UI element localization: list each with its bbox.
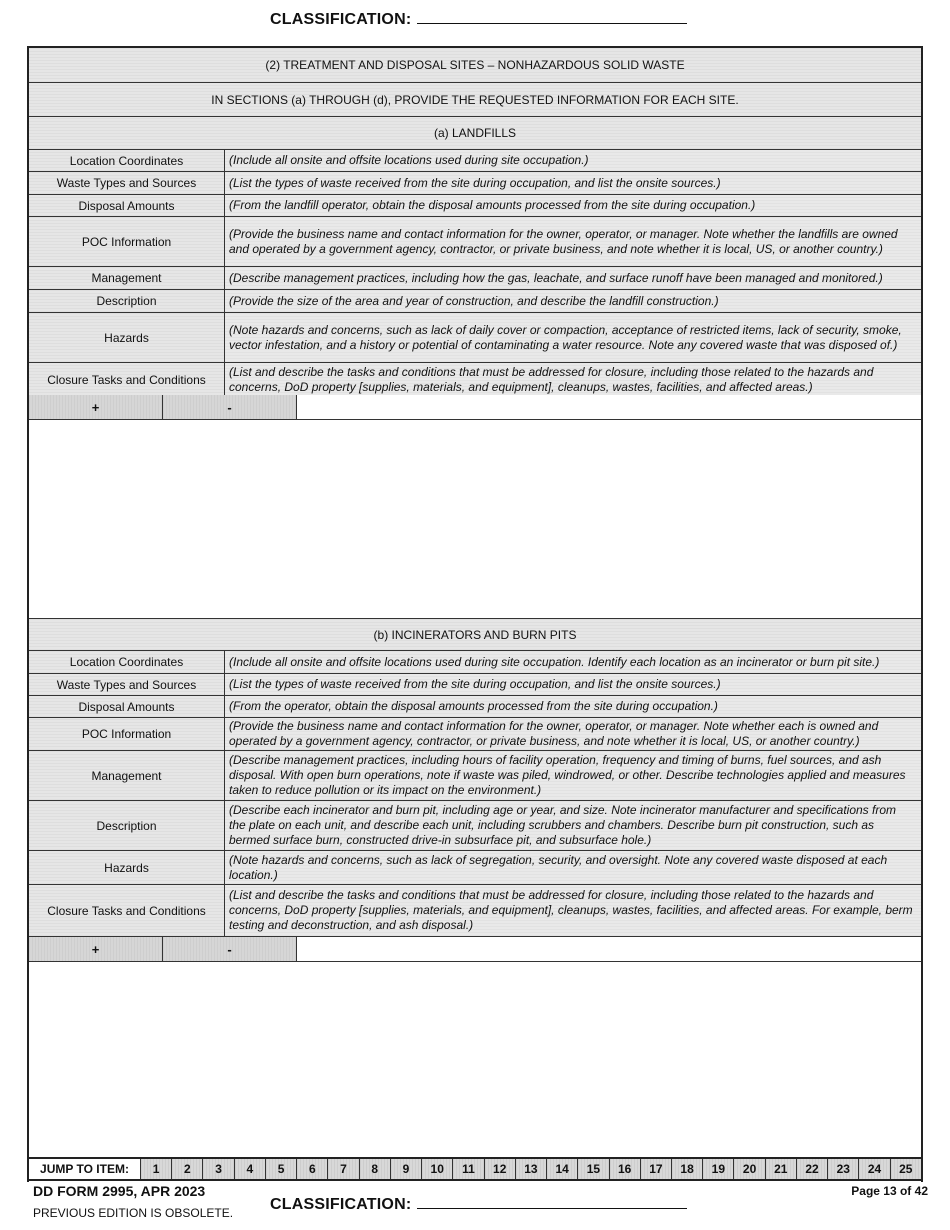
row-label: Closure Tasks and Conditions <box>29 363 225 396</box>
row-label: POC Information <box>29 718 225 750</box>
landfills-title: (a) LANDFILLS <box>29 117 921 150</box>
jump-item-12[interactable]: 12 <box>485 1159 516 1179</box>
landfills-row <box>29 195 921 217</box>
jump-item-2[interactable]: 2 <box>172 1159 203 1179</box>
row-label: Hazards <box>29 313 225 362</box>
jump-item-7[interactable]: 7 <box>328 1159 359 1179</box>
row-instructions[interactable]: (List the types of waste received from the site during occupation, and list the onsite sources.) <box>225 674 921 695</box>
incinerators-row <box>29 674 921 696</box>
landfills-remove-button[interactable]: - <box>163 395 297 419</box>
jump-item-23[interactable]: 23 <box>828 1159 859 1179</box>
jump-item-16[interactable]: 16 <box>610 1159 641 1179</box>
landfills-row <box>29 290 921 313</box>
jump-item-25[interactable]: 25 <box>891 1159 921 1179</box>
row-label: Disposal Amounts <box>29 195 225 216</box>
incinerators-row <box>29 651 921 674</box>
landfills-row <box>29 150 921 172</box>
row-label: POC Information <box>29 217 225 266</box>
jump-item-22[interactable]: 22 <box>797 1159 828 1179</box>
incinerators-row <box>29 851 921 885</box>
jump-item-5[interactable]: 5 <box>266 1159 297 1179</box>
jump-item-10[interactable]: 10 <box>422 1159 453 1179</box>
row-instructions[interactable]: (List and describe the tasks and conditions that must be addressed for closure, including those related to the hazards and concerns, DoD property [supplies, materials, and equipment], cleanups, wastes, facilities, and affected areas. For example, berm testing and deconstruction, and ash disposal.) <box>225 885 921 936</box>
form-body <box>27 46 923 1182</box>
incinerators-row <box>29 885 921 937</box>
row-label: Location Coordinates <box>29 651 225 673</box>
row-instructions[interactable]: (Include all onsite and offsite locations used during site occupation.) <box>225 150 921 171</box>
row-instructions[interactable]: (List and describe the tasks and conditions that must be addressed for closure, including those related to the hazards and concerns, DoD property [supplies, materials, and equipment], cleanups, wastes, facilities, and affected areas.) <box>225 363 921 396</box>
section-instruction: IN SECTIONS (a) THROUGH (d), PROVIDE THE REQUESTED INFORMATION FOR EACH SITE. <box>29 83 921 117</box>
jump-item-17[interactable]: 17 <box>641 1159 672 1179</box>
landfills-row <box>29 172 921 195</box>
previous-edition-note: PREVIOUS EDITION IS OBSOLETE. <box>33 1206 234 1220</box>
landfills-row <box>29 313 921 363</box>
page-number: Page 13 of 42 <box>851 1184 928 1198</box>
incinerators-add-button[interactable]: + <box>29 937 163 961</box>
landfills-row <box>29 363 921 397</box>
row-instructions[interactable]: (From the operator, obtain the disposal amounts processed from the site during occupation.) <box>225 696 921 717</box>
jump-item-1[interactable]: 1 <box>141 1159 172 1179</box>
jump-item-9[interactable]: 9 <box>391 1159 422 1179</box>
incinerators-row <box>29 801 921 851</box>
row-label: Management <box>29 751 225 800</box>
section-title: (2) TREATMENT AND DISPOSAL SITES – NONHAZARDOUS SOLID WASTE <box>29 48 921 83</box>
form-id: DD FORM 2995, APR 2023 <box>33 1183 206 1199</box>
row-instructions[interactable]: (Provide the business name and contact information for the owner, operator, or manager. Note whether each is owned and operated by a government agency, contractor, or private business, and note whether it is local, US, or another country.) <box>225 718 921 750</box>
jump-item-8[interactable]: 8 <box>360 1159 391 1179</box>
jump-item-19[interactable]: 19 <box>703 1159 734 1179</box>
jump-item-14[interactable]: 14 <box>547 1159 578 1179</box>
row-instructions[interactable]: (Note hazards and concerns, such as lack of daily cover or compaction, acceptance of restricted items, lack of security, smoke, vector infestation, and a history or potential of contaminating a water resource. Note any covered waste that was disposed of.) <box>225 313 921 362</box>
row-instructions[interactable]: (List the types of waste received from the site during occupation, and list the onsite sources.) <box>225 172 921 194</box>
incinerators-add-remove <box>29 937 921 962</box>
row-instructions[interactable]: (Note hazards and concerns, such as lack of segregation, security, and oversight. Note any covered waste disposed at each location.) <box>225 851 921 884</box>
row-label: Management <box>29 267 225 289</box>
landfills-add-button[interactable]: + <box>29 395 163 419</box>
jump-item-24[interactable]: 24 <box>859 1159 890 1179</box>
row-instructions[interactable]: (Describe management practices, including how the gas, leachate, and surface runoff have been managed and monitored.) <box>225 267 921 289</box>
incinerators-title: (b) INCINERATORS AND BURN PITS <box>29 618 921 651</box>
jump-item-6[interactable]: 6 <box>297 1159 328 1179</box>
jump-item-4[interactable]: 4 <box>235 1159 266 1179</box>
row-instructions[interactable]: (From the landfill operator, obtain the disposal amounts processed from the site during occupation.) <box>225 195 921 216</box>
row-instructions[interactable]: (Describe management practices, including hours of facility operation, frequency and timing of burns, fuel sources, and ash disposal. With open burn operations, note if waste was piled, windrowed, or other. Describe technologies applied and measures taken to reduce pollution or its impact on the environment.) <box>225 751 921 800</box>
classification-field[interactable] <box>417 10 687 24</box>
classification-top <box>270 10 687 29</box>
jump-item-13[interactable]: 13 <box>516 1159 547 1179</box>
row-instructions[interactable]: (Provide the size of the area and year of construction, and describe the landfill construction.) <box>225 290 921 312</box>
row-instructions[interactable]: (Describe each incinerator and burn pit, including age or year, and size. Note incinerator manufacturer and specifications from the plate on each unit, and describe each unit, including scrubbers and chambers. Describe burn pit construction, such as bermed surface burn, constructed drive-in subsurface pit, and subsurface hole.) <box>225 801 921 850</box>
incinerators-row <box>29 696 921 718</box>
jump-to-item-bar <box>27 1157 923 1181</box>
jump-item-21[interactable]: 21 <box>766 1159 797 1179</box>
classification-field[interactable] <box>417 1195 687 1209</box>
jump-item-3[interactable]: 3 <box>203 1159 234 1179</box>
row-label: Description <box>29 801 225 850</box>
jump-label: JUMP TO ITEM: <box>29 1159 141 1179</box>
landfills-row <box>29 217 921 267</box>
row-label: Hazards <box>29 851 225 884</box>
landfills-add-remove <box>29 395 921 420</box>
classification-label: CLASSIFICATION: <box>270 11 412 28</box>
row-label: Description <box>29 290 225 312</box>
row-label: Disposal Amounts <box>29 696 225 717</box>
jump-item-20[interactable]: 20 <box>734 1159 765 1179</box>
classification-label: CLASSIFICATION: <box>270 1196 412 1213</box>
landfills-row <box>29 267 921 290</box>
jump-item-11[interactable]: 11 <box>453 1159 484 1179</box>
classification-bottom <box>270 1195 687 1214</box>
jump-item-15[interactable]: 15 <box>578 1159 609 1179</box>
incinerators-remove-button[interactable]: - <box>163 937 297 961</box>
row-label: Waste Types and Sources <box>29 172 225 194</box>
jump-item-18[interactable]: 18 <box>672 1159 703 1179</box>
row-label: Location Coordinates <box>29 150 225 171</box>
row-label: Waste Types and Sources <box>29 674 225 695</box>
row-instructions[interactable]: (Include all onsite and offsite locations used during site occupation. Identify each location as an incinerator or burn pit site.) <box>225 651 921 673</box>
row-label: Closure Tasks and Conditions <box>29 885 225 936</box>
incinerators-row <box>29 751 921 801</box>
incinerators-row <box>29 718 921 751</box>
row-instructions[interactable]: (Provide the business name and contact information for the owner, operator, or manager. Note whether the landfills are owned and operated by a government agency, contractor, or private business, and note whether it is local, US, or another country.) <box>225 217 921 266</box>
